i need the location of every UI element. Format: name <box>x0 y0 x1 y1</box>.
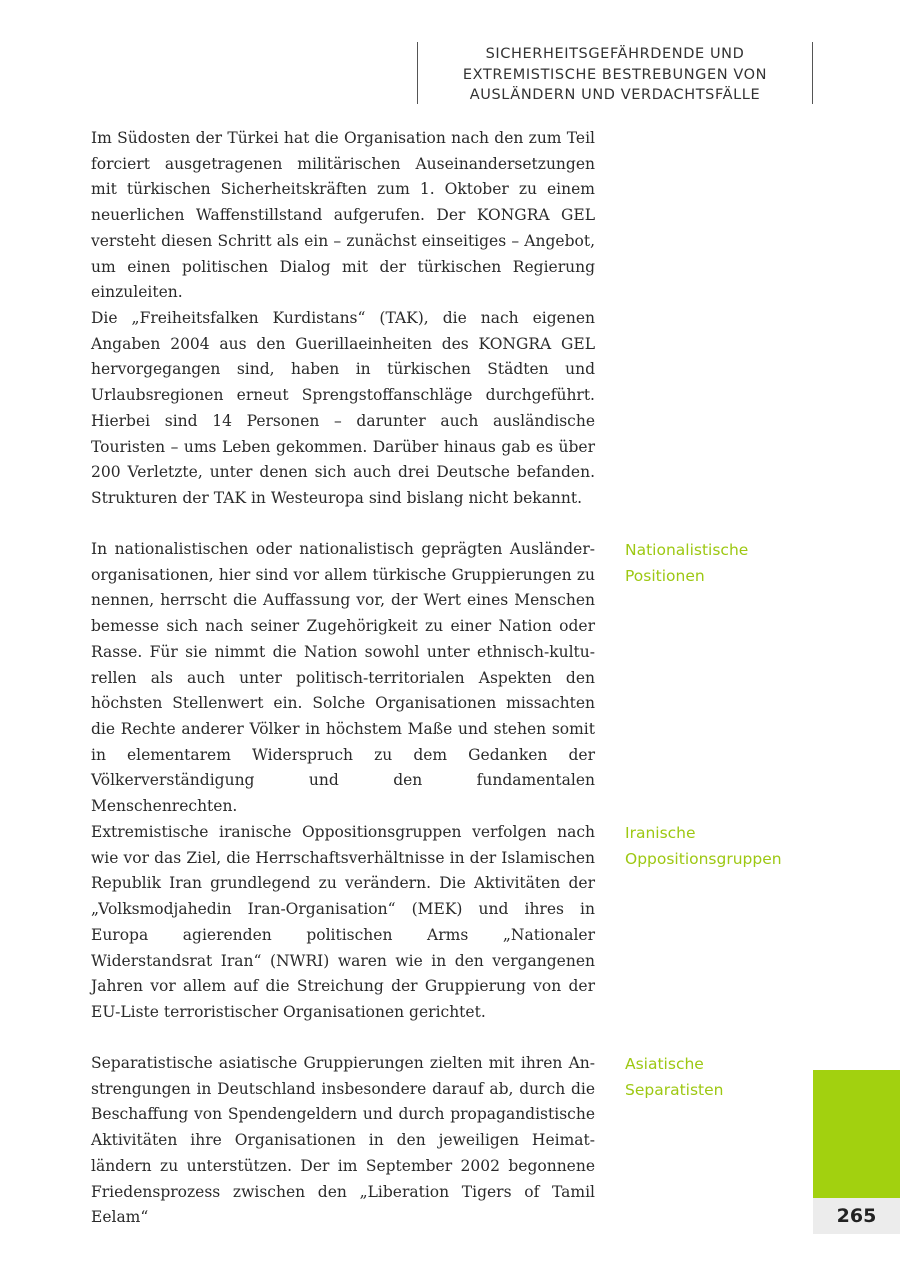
side-heading-asiatische <box>625 1051 825 1103</box>
page-number: 265 <box>813 1198 900 1234</box>
side-heading-line-2: Positionen <box>625 567 705 585</box>
side-heading-iranische <box>625 820 825 872</box>
header-line-2: EXTREMISTISCHE BESTREBUNGEN VON <box>462 66 768 83</box>
side-heading-line-2: Separatisten <box>625 1081 724 1099</box>
running-header <box>417 42 813 104</box>
paragraph-3: In nationalistischen oder nationalistisch geprägten Ausländerorganisationen, hier sind vor allem türkische Gruppierungen zu nennen, herrscht die Auffassung vor, der Wert eines Menschen bemesse sich nach seiner Zugehörigkeit zu einer Nation oder Rasse. Für sie nimmt die Nation sowohl unter ethnisch-kulturellen als auch unter politisch-territorialen Aspekten den höchsten Stellenwert ein. Solche Organisationen missachten die Rechte anderer Völker in höchstem Maße und stehen somit in elementarem Widerspruch zu dem Gedanken der Völkerverständigung und den fundamentalen Menschenrechten. <box>91 540 595 816</box>
header-line-1: SICHERHEITSGEFÄHRDENDE UND <box>485 46 745 62</box>
side-heading-line-1: Asiatische <box>625 1055 704 1073</box>
paragraph-1: Im Südosten der Türkei hat die Organisation nach den zum Teil forciert ausgetragenen militärischen Auseinandersetzungen mit türkischen Sicherheitskräften zum 1. Oktober zu einem neuerlichen Waffenstillstand aufgerufen. Der KONGRA GEL versteht diesen Schritt als ein – zunächst einseitiges – Angebot, um einen politischen Dialog mit der türkischen Regierung einzuleiten. <box>91 129 595 302</box>
side-heading-line-1: Nationalistische <box>625 541 749 559</box>
header-line-3: AUSLÄNDERN UND VERDACHTSFÄLLE <box>469 87 761 103</box>
side-heading-line-2: Oppositionsgruppen <box>625 850 782 868</box>
chapter-tab-marker <box>813 1070 900 1198</box>
paragraph-5: Separatistische asiatische Gruppierungen zielten mit ihren Anstrengungen in Deutschland insbesondere darauf ab, durch die Beschaffung von Spendengeldern und durch propagandistische Aktivitäten ihre Organisationen in den jeweiligen Heimatländern zu unterstützen. Der im September 2002 begonnene Friedensprozess zwischen den „Liberation Tigers of Tamil Eelam“ <box>91 1054 595 1227</box>
paragraph-4: Extremistische iranische Oppositionsgruppen verfolgen nach wie vor das Ziel, die Herrschaftsverhältnisse in der Islamischen Republik Iran grundlegend zu verändern. Die Aktivitäten der „Volksmodjahedin Iran-Organisation“ (MEK) und ihres in Europa agierenden politischen Arms „Nationaler Widerstandsrat Iran“ (NWRI) waren wie in den vergangenen Jahren vor allem auf die Streichung der Gruppierung von der EU-Liste terroristischer Organisationen gerichtet. <box>91 823 595 1021</box>
side-heading-line-1: Iranische <box>625 824 696 842</box>
paragraph-2: Die „Freiheitsfalken Kurdistans“ (TAK), die nach eigenen Angaben 2004 aus den Guerillaeinheiten des KONGRA GEL hervorgegangen sind, haben in türkischen Städten und Urlaubsregionen erneut Sprengstoffanschläge durchgeführt. Hierbei sind 14 Personen – darunter auch ausländische Touristen – ums Leben gekommen. Darüber hinaus gab es über 200 Verletzte, unter denen sich auch drei Deutsche befanden. Strukturen der TAK in Westeuropa sind bislang nicht bekannt. <box>91 309 595 507</box>
side-heading-nationalistische <box>625 537 825 589</box>
